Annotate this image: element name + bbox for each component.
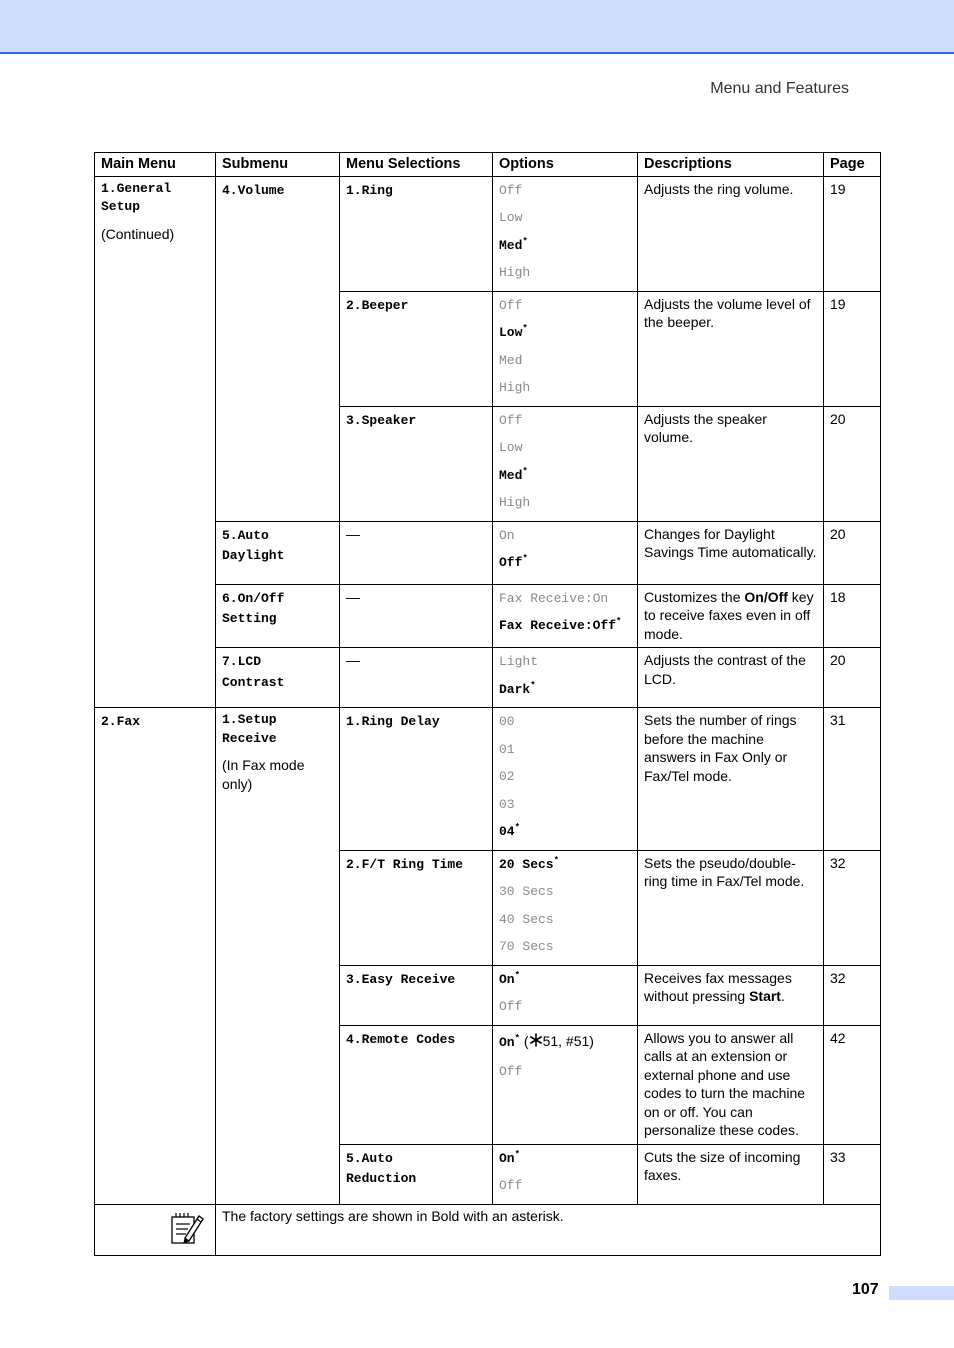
submenu-note: (In Fax mode only) [222,757,305,792]
option: Off [499,297,523,313]
selection-cell [340,406,493,521]
option: High [499,495,531,510]
selection-label: 2.F/T Ring Time [346,856,464,872]
option-default: 20 Secs* [499,855,560,872]
option: High [499,380,531,395]
option: 03 [499,796,515,812]
col-header-menu-selections: Menu Selections [340,153,493,177]
options-cell [493,648,638,708]
option: Off [499,182,523,198]
submenu-label: 5.Auto Daylight [222,527,285,563]
selection-cell: — [340,521,493,584]
option-default: On* [499,1149,521,1166]
option-default: 04* [499,822,521,839]
option-default: On* [499,970,521,987]
submenu-cell [216,708,340,1205]
selection-cell: — [340,584,493,648]
selection-label: 1.Ring [346,182,393,198]
selection-cell [340,1144,493,1204]
option: 00 [499,714,515,729]
selection-label: 5.Auto Reduction [346,1150,417,1186]
main-menu-label: 1.General Setup [101,180,172,214]
note-icon-cell [95,1204,216,1256]
table-footer-row [95,1204,881,1256]
description-cell: Changes for Daylight Savings Time automatically. [638,521,824,584]
option-default: Fax Receive:Off* [499,616,622,633]
description-cell: Sets the pseudo/double-ring time in Fax/Tel mode. [638,850,824,965]
option: Off [499,1063,523,1079]
page-cell: 32 [824,850,881,965]
table-row [95,176,881,291]
options-cell [493,406,638,521]
option-default: Med* [499,236,528,253]
option: 01 [499,741,515,757]
selection-cell [340,708,493,851]
option: 02 [499,769,515,784]
selection-cell [340,176,493,291]
description-cell: Adjusts the ring volume. [638,176,824,291]
main-menu-note: (Continued) [101,225,175,242]
options-cell [493,708,638,851]
option: 30 Secs [499,884,554,899]
selection-label: 3.Speaker [346,412,417,428]
note-pencil-icon [169,1211,205,1245]
menu-features-table [94,152,881,1256]
selection-cell [340,1025,493,1144]
option-default: On* ( 51, #51) [499,1032,594,1050]
table-header-row [95,153,881,177]
option-default: Low* [499,323,528,340]
selection-cell: — [340,648,493,708]
page-cell: 19 [824,291,881,406]
option: Light [499,654,539,669]
asterisk-key-icon [529,1033,543,1047]
main-menu-label: 2.Fax [101,714,141,729]
submenu-cell [216,648,340,708]
option: On [499,527,515,543]
submenu-cell [216,584,340,648]
option: Off [499,999,523,1014]
option-default: Dark* [499,680,536,697]
option: Med [499,352,523,368]
selection-label: 2.Beeper [346,297,409,313]
selection-label: 3.Easy Receive [346,971,456,987]
page-cell: 42 [824,1025,881,1144]
page-cell: 31 [824,708,881,851]
options-cell [493,1144,638,1204]
description-cell: Adjusts the contrast of the LCD. [638,648,824,708]
description-cell: Adjusts the speaker volume. [638,406,824,521]
options-cell [493,850,638,965]
page-tab [889,1286,954,1300]
selection-label: 1.Ring Delay [346,714,440,729]
option: Off [499,1178,523,1193]
option-default: Med* [499,466,528,483]
option: 40 Secs [499,911,554,927]
option: High [499,265,531,280]
main-menu-cell [95,708,216,1205]
submenu-label: 7.LCD Contrast [222,654,285,690]
submenu-cell [216,521,340,584]
page-number: 107 [852,1281,879,1298]
options-cell [493,176,638,291]
description-cell: Customizes the On/Off key to receive faxes even in off mode. [638,584,824,648]
page-cell: 20 [824,406,881,521]
col-header-submenu: Submenu [216,153,340,177]
submenu-label: 4.Volume [222,182,285,198]
top-color-band [0,0,954,54]
option: Low [499,210,523,225]
options-cell [493,584,638,648]
submenu-cell [216,176,340,521]
page-cell: 33 [824,1144,881,1204]
submenu-label: 1.Setup Receive [222,712,277,746]
submenu-label: 6.On/Off Setting [222,590,285,626]
page-cell: 20 [824,521,881,584]
description-cell: Allows you to answer all calls at an extension or external phone and use codes to turn the machine on or off. You can personalize these codes. [638,1025,824,1144]
col-header-page: Page [824,153,881,177]
description-cell: Cuts the size of incoming faxes. [638,1144,824,1204]
description-cell: Adjusts the volume level of the beeper. [638,291,824,406]
table-row [95,708,881,851]
page-cell: 19 [824,176,881,291]
page-cell: 20 [824,648,881,708]
options-cell [493,521,638,584]
footnote-text: The factory settings are shown in Bold with an asterisk. [216,1204,881,1256]
page-cell: 18 [824,584,881,648]
description-cell: Sets the number of rings before the machine answers in Fax Only or Fax/Tel mode. [638,708,824,851]
main-menu-cell [95,176,216,708]
selection-label: 4.Remote Codes [346,1031,456,1047]
option-default: Off* [499,553,528,570]
section-title: Menu and Features [710,80,849,97]
col-header-options: Options [493,153,638,177]
col-header-main-menu: Main Menu [95,153,216,177]
option: 70 Secs [499,939,554,954]
selection-cell [340,965,493,1025]
option: Low [499,440,523,455]
selection-cell [340,850,493,965]
selection-cell [340,291,493,406]
options-cell [493,965,638,1025]
col-header-descriptions: Descriptions [638,153,824,177]
page-cell: 32 [824,965,881,1025]
option: Off [499,412,523,428]
description-cell: Receives fax messages without pressing Start. [638,965,824,1025]
options-cell [493,291,638,406]
option: Fax Receive:On [499,590,609,606]
options-cell [493,1025,638,1144]
